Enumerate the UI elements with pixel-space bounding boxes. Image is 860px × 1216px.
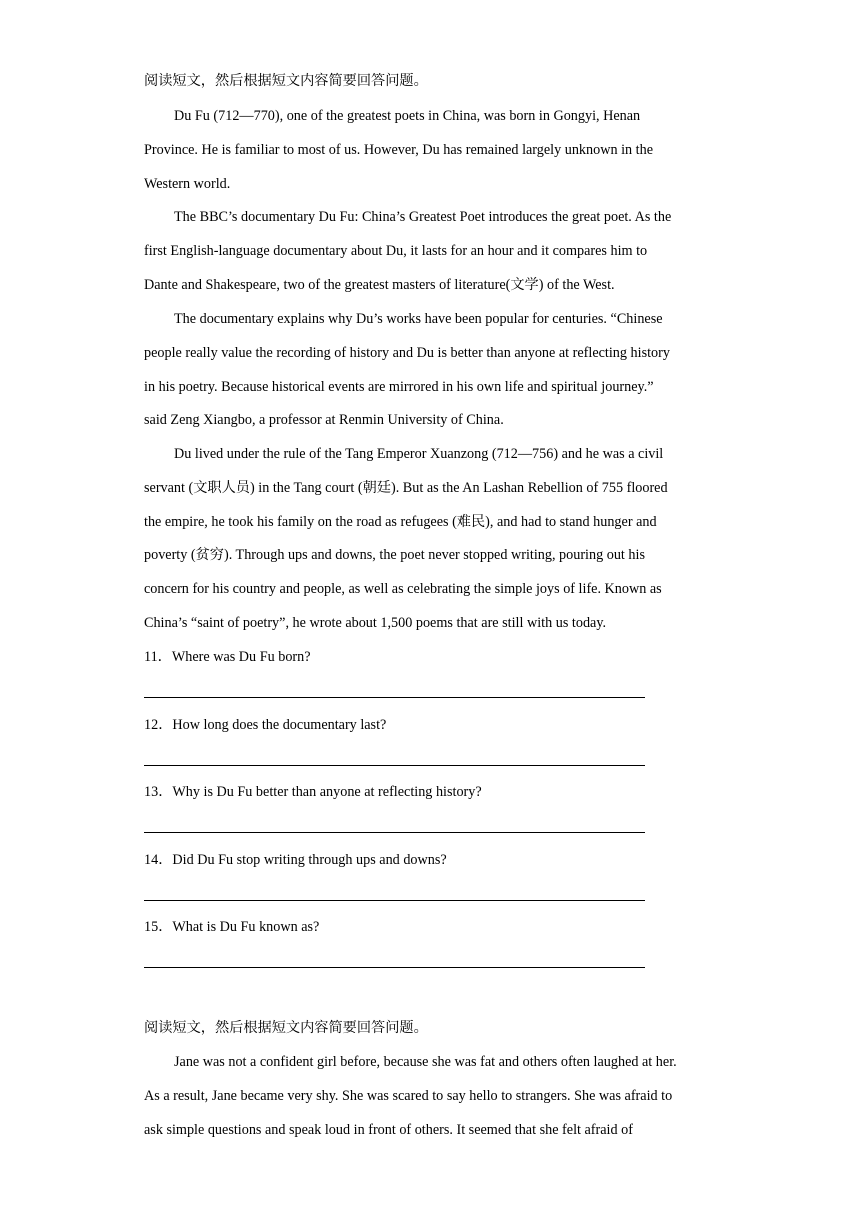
passage1-line-6: Dante and Shakespeare, two of the greatest masters of literature(文学) of the West. (144, 277, 615, 293)
question-11: 11．Where was Du Fu born? (144, 649, 311, 665)
question-15: 15．What is Du Fu known as? (144, 919, 320, 935)
passage1-line-2: Province. He is familiar to most of us. However, Du has remained largely unknown in the (144, 142, 654, 158)
passage1-line-14: poverty (贫穷). Through ups and downs, the poet never stopped writing, pouring out his (144, 547, 645, 563)
answer-line-14[interactable] (144, 900, 645, 901)
passage1-line-5: first English-language documentary about Du, it lasts for an hour and it compares him to (144, 243, 648, 259)
passage1-line-1: Du Fu (712—770), one of the greatest poets in China, was born in Gongyi, Henan (174, 108, 641, 124)
passage2-line-2: As a result, Jane became very shy. She was scared to say hello to strangers. She was afraid to (144, 1088, 673, 1104)
passage2-line-3: ask simple questions and speak loud in front of others. It seemed that she felt afraid of (144, 1122, 633, 1138)
passage1-line-4: The BBC’s documentary Du Fu: China’s Greatest Poet introduces the great poet. As the (174, 209, 672, 225)
passage1-line-7: The documentary explains why Du’s works have been popular for centuries. “Chinese (174, 311, 663, 327)
passage2-line-1: Jane was not a confident girl before, because she was fat and others often laughed at her. (174, 1054, 677, 1070)
passage1-line-9: in his poetry. Because historical events are mirrored in his own life and spiritual journey.” (144, 379, 654, 395)
question-14: 14．Did Du Fu stop writing through ups and downs? (144, 852, 447, 868)
passage1-line-10: said Zeng Xiangbo, a professor at Renmin University of China. (144, 412, 504, 428)
passage1-line-13: the empire, he took his family on the road as refugees (难民), and had to stand hunger and (144, 514, 657, 530)
section2-instruction: 阅读短文，然后根据短文内容简要回答问题。 (144, 1020, 428, 1036)
passage1-line-12: servant (文职人员) in the Tang court (朝廷). But as the An Lashan Rebellion of 755 floored (144, 480, 668, 496)
passage1-line-8: people really value the recording of history and Du is better than anyone at reflecting history (144, 345, 670, 361)
question-12: 12．How long does the documentary last? (144, 717, 387, 733)
passage1-line-3: Western world. (144, 176, 231, 192)
passage1-line-16: China’s “saint of poetry”, he wrote about 1,500 poems that are still with us today. (144, 615, 607, 631)
passage1-line-15: concern for his country and people, as well as celebrating the simple joys of life. Known as (144, 581, 662, 597)
section1-instruction: 阅读短文，然后根据短文内容简要回答问题。 (144, 73, 428, 89)
passage1-line-11: Du lived under the rule of the Tang Emperor Xuanzong (712—756) and he was a civil (174, 446, 664, 462)
answer-line-15[interactable] (144, 967, 645, 968)
answer-line-11[interactable] (144, 697, 645, 698)
answer-line-13[interactable] (144, 832, 645, 833)
answer-line-12[interactable] (144, 765, 645, 766)
question-13: 13．Why is Du Fu better than anyone at reflecting history? (144, 784, 482, 800)
